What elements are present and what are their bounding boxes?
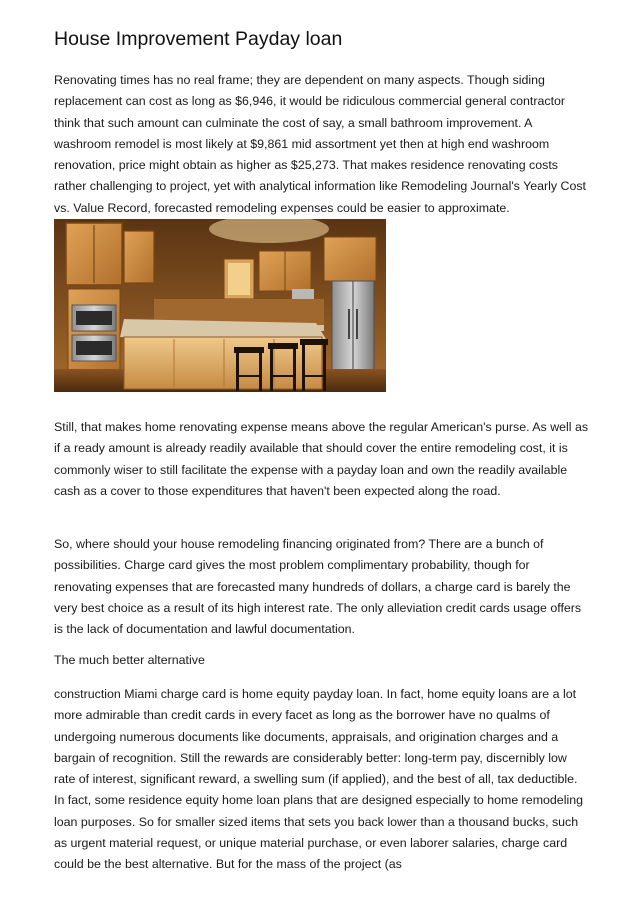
document-title: House Improvement Payday loan (54, 28, 343, 50)
paragraph-4: construction Miami charge card is home equity payday loan. In fact, home equity loans are a lot more admirable than credit cards in every facet as long as the borrower have no qualms of undergoing numerous documents like documents, appraisals, and origination charges and a bargain of recognition. Still the rewards are considerably better: long-term pay, discernibly low rate of interest, significant reward, a swelling sum (if applied), and the best of all, tax deductible. In fact, some residence equity home loan plans that are designed especially to home remodeling loan purposes. So for smaller sized items that sets you back lower than a thousand bucks, such as urgent material request, or unique material purchase, or even laborer salaries, charge card could be the best alternative. But for the mass of the project (as (54, 687, 583, 872)
subheading: The much better alternative (54, 653, 205, 667)
paragraph-3: So, where should your house remodeling financing originated from? There are a bunch of possibilities. Charge card gives the most problem complimentary probability, though for renovating expenses that are forecasted many hundreds of dollars, a charge card is barely the very best choice as a result of its high interest rate. The only alleviation credit cards usage offers is the lack of documentation and lawful documentation. (54, 537, 582, 637)
paragraph-1: Renovating times has no real frame; they are dependent on many aspects. Though siding replacement can cost as long as $6,946, it would be ridiculous commercial general contractor think that such amount can culminate the cost of say, a small bathroom improvement. A washroom remodel is most likely at $9,861 mid assortment yet then at high end washroom renovation, price might obtain as higher as $25,273. That makes residence renovating costs rather challenging to project, yet with analytical information like Remodeling Journal's Yearly Cost vs. Value Record, forecasted remodeling expenses could be easier to approximate. (54, 73, 586, 215)
kitchen-photo (54, 219, 386, 392)
paragraph-2: Still, that makes home renovating expense means above the regular American's purse. As well as if a ready amount is already readily available that should cover the entire remodeling cost, it is commonly wiser to still facilitate the expense with a payday loan and own the readily available cash as a cover to those expenditures that haven't been expected along the road. (54, 420, 589, 498)
